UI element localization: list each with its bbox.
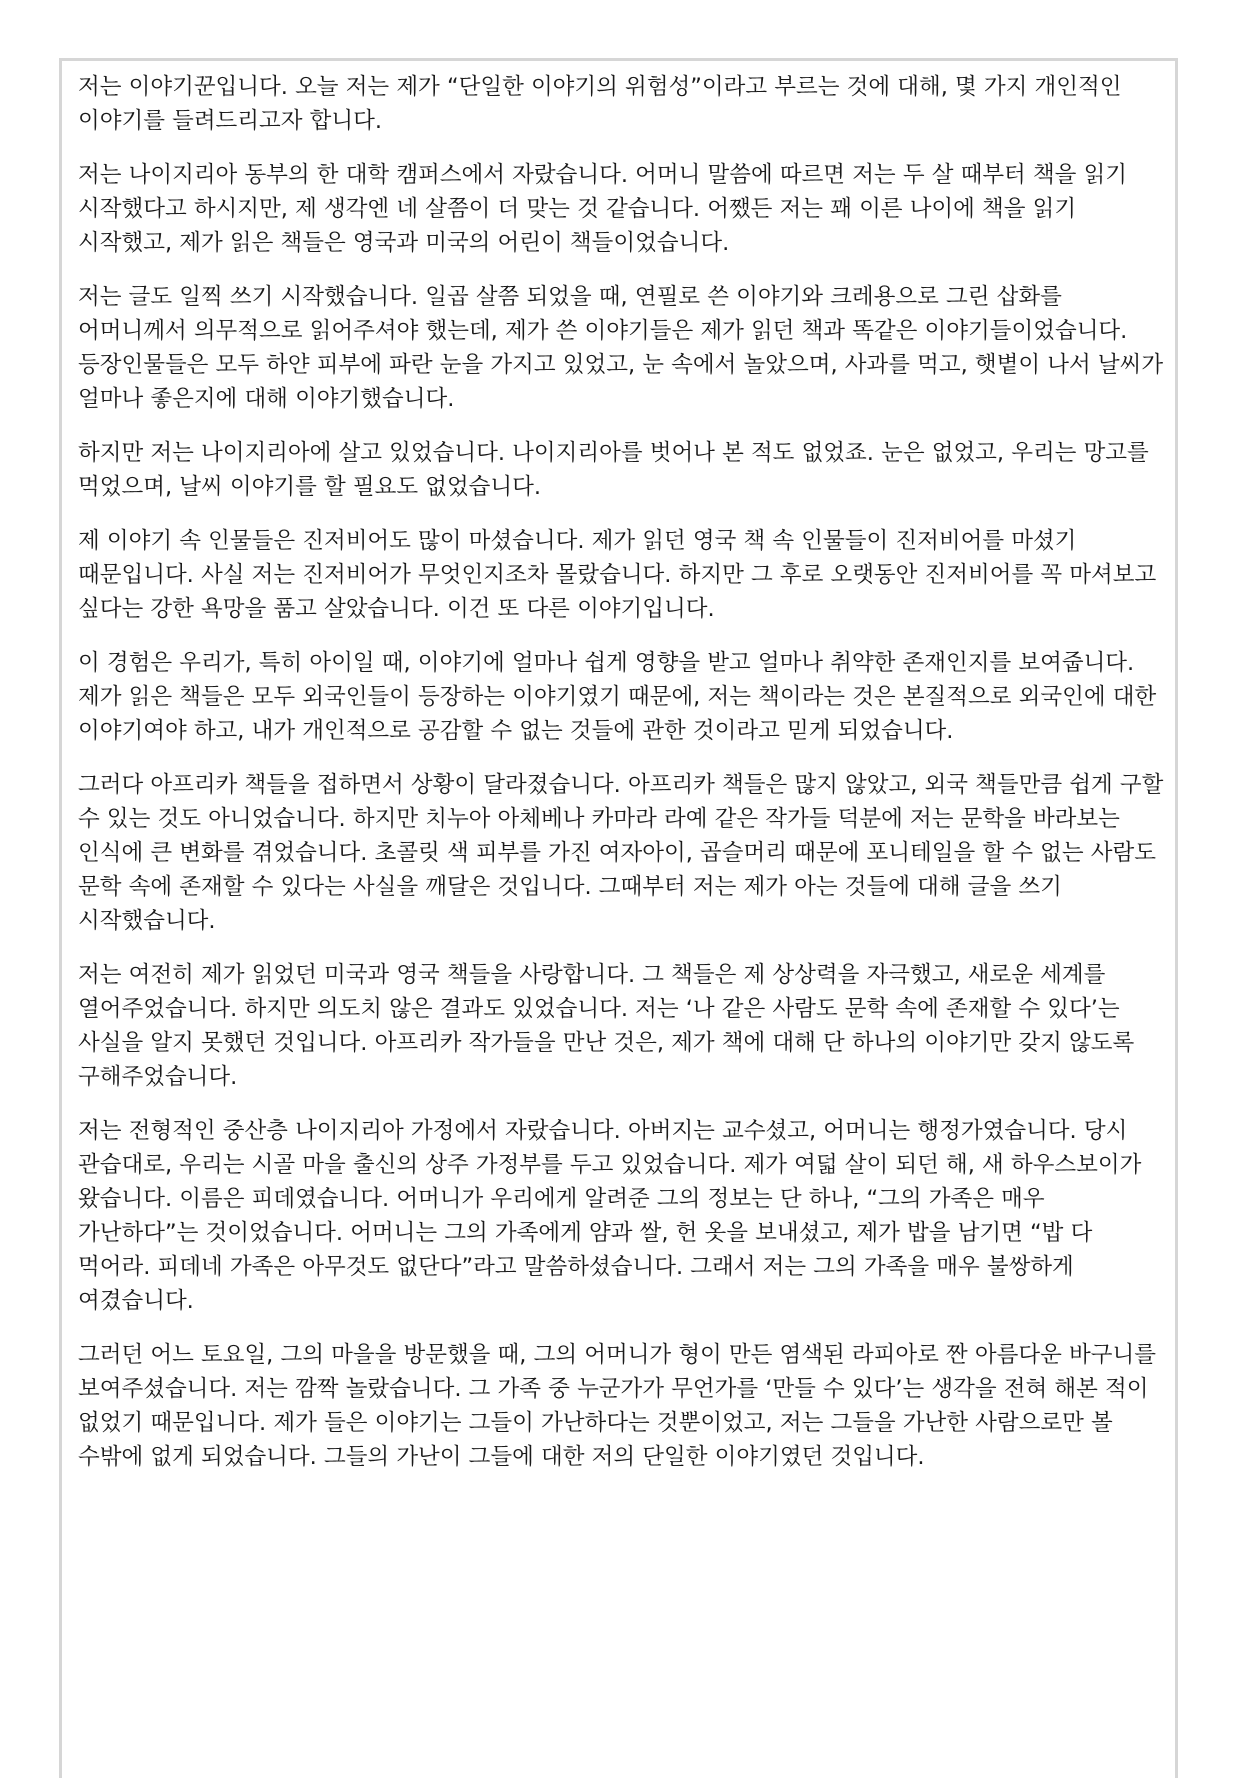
paragraph-2: 저는 나이지리아 동부의 한 대학 캠퍼스에서 자랐습니다. 어머니 말씀에 따르면 저는 두 살 때부터 책을 읽기 시작했다고 하시지만, 제 생각엔 네 살쯤이 더 맞는 것 같습니다. 어쨌든 저는 꽤 이른 나이에 책을 읽기 시작했고, 제가 읽은 책들은 영국과 미국의 어린이 책들이었습니다.	[78, 162, 1128, 256]
paragraph-10: 그러던 어느 토요일, 그의 마을을 방문했을 때, 그의 어머니가 형이 만든 염색된 라피아로 짠 아름다운 바구니를 보여주셨습니다. 저는 깜짝 놀랐습니다. 그 가족 중 누군가가 무언가를 ‘만들 수 있다’는 생각을 전혀 해본 적이 없었기 때문입니다. 제가 들은 이야기는 그들이 가난하다는 것뿐이었고, 저는 그들을 가난한 사람으로만 볼 수밖에 없게 되었습니다. 그들의 가난이 그들에 대한 저의 단일한 이야기였던 것입니다.	[78, 1342, 1156, 1470]
paragraph-1: 저는 이야기꾼입니다. 오늘 저는 제가 “단일한 이야기의 위험성”이라고 부르는 것에 대해, 몇 가지 개인적인 이야기를 들려드리고자 합니다.	[78, 74, 1122, 134]
paragraph-4: 하지만 저는 나이지리아에 살고 있었습니다. 나이지리아를 벗어나 본 적도 없었죠. 눈은 없었고, 우리는 망고를 먹었으며, 날씨 이야기를 할 필요도 없었습니다.	[78, 440, 1149, 500]
paragraph-5: 제 이야기 속 인물들은 진저비어도 많이 마셨습니다. 제가 읽던 영국 책 속 인물들이 진저비어를 마셨기 때문입니다. 사실 저는 진저비어가 무엇인지조차 몰랐습니다. 하지만 그 후로 오랫동안 진저비어를 꼭 마셔보고 싶다는 강한 욕망을 품고 살았습니다. 이건 또 다른 이야기입니다.	[78, 528, 1157, 622]
paragraph-6: 이 경험은 우리가, 특히 아이일 때, 이야기에 얼마나 쉽게 영향을 받고 얼마나 취약한 존재인지를 보여줍니다. 제가 읽은 책들은 모두 외국인들이 등장하는 이야기였기 때문에, 저는 책이라는 것은 본질적으로 외국인에 대한 이야기여야 하고, 내가 개인적으로 공감할 수 없는 것들에 관한 것이라고 믿게 되었습니다.	[78, 650, 1157, 744]
paragraph-9: 저는 전형적인 중산층 나이지리아 가정에서 자랐습니다. 아버지는 교수셨고, 어머니는 행정가였습니다. 당시 관습대로, 우리는 시골 마을 출신의 상주 가정부를 두고 있었습니다. 제가 여덟 살이 되던 해, 새 하우스보이가 왔습니다. 이름은 피데였습니다. 어머니가 우리에게 알려준 그의 정보는 단 하나, “그의 가족은 매우 가난하다”는 것이었습니다. 어머니는 그의 가족에게 얌과 쌀, 헌 옷을 보내셨고, 제가 밥을 남기면 “밥 다 먹어라. 피데네 가족은 아무것도 없단다”라고 말씀하셨습니다. 그래서 저는 그의 가족을 매우 불쌍하게 여겼습니다.	[78, 1118, 1142, 1314]
paragraph-3: 저는 글도 일찍 쓰기 시작했습니다. 일곱 살쯤 되었을 때, 연필로 쓴 이야기와 크레용으로 그린 삽화를 어머니께서 의무적으로 읽어주셔야 했는데, 제가 쓴 이야기들은 제가 읽던 책과 똑같은 이야기들이었습니다. 등장인물들은 모두 하얀 피부에 파란 눈을 가지고 있었고, 눈 속에서 놀았으며, 사과를 먹고, 햇볕이 나서 날씨가 얼마나 좋은지에 대해 이야기했습니다.	[78, 284, 1164, 412]
paragraph-7: 그러다 아프리카 책들을 접하면서 상황이 달라졌습니다. 아프리카 책들은 많지 않았고, 외국 책들만큼 쉽게 구할 수 있는 것도 아니었습니다. 하지만 치누아 아체베나 카마라 라예 같은 작가들 덕분에 저는 문학을 바라보는 인식에 큰 변화를 겪었습니다. 초콜릿 색 피부를 가진 여자아이, 곱슬머리 때문에 포니테일을 할 수 없는 사람도 문학 속에 존재할 수 있다는 사실을 깨달은 것입니다. 그때부터 저는 제가 아는 것들에 대해 글을 쓰기 시작했습니다.	[78, 772, 1164, 934]
document-body	[78, 70, 1168, 1494]
paragraph-8: 저는 여전히 제가 읽었던 미국과 영국 책들을 사랑합니다. 그 책들은 제 상상력을 자극했고, 새로운 세계를 열어주었습니다. 하지만 의도치 않은 결과도 있었습니다. 저는 ‘나 같은 사람도 문학 속에 존재할 수 있다’는 사실을 알지 못했던 것입니다. 아프리카 작가들을 만난 것은, 제가 책에 대해 단 하나의 이야기만 갖지 않도록 구해주었습니다.	[78, 962, 1135, 1090]
